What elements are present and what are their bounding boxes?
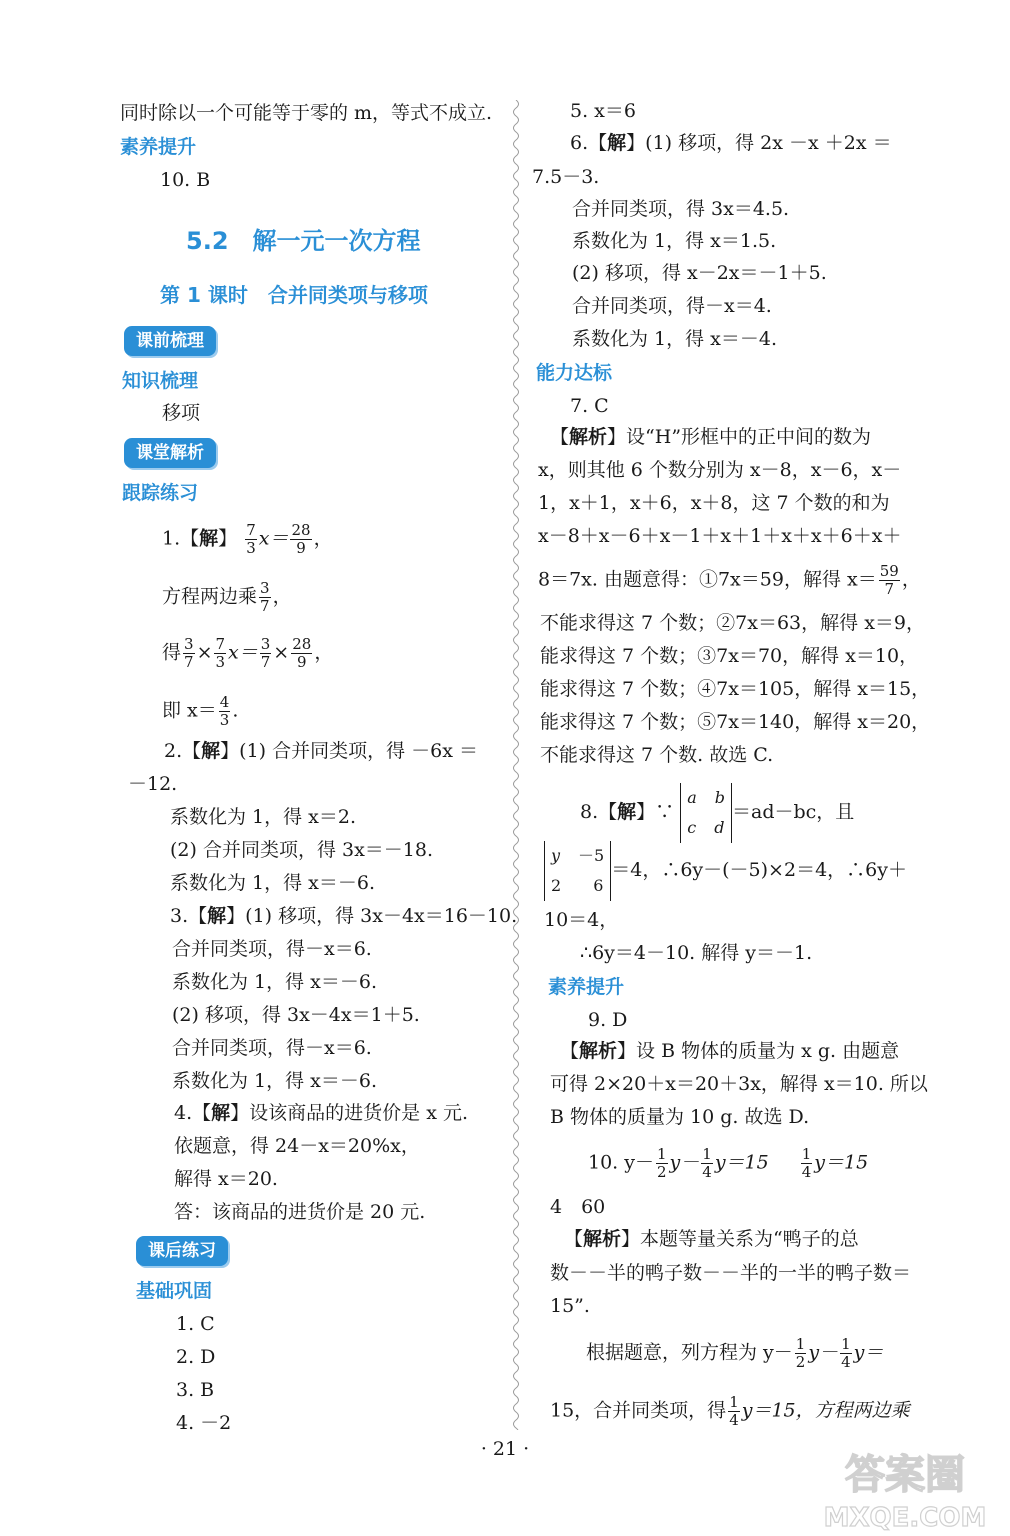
knowledge-answer: 移项 [162,402,201,424]
q2-line3: 系数化为 1，得 x＝2. [170,806,357,828]
basic-answer: 1. C [176,1313,215,1335]
q4-line3: 解得 x＝20. [174,1168,278,1190]
q10-line7: 15，合并同类项，得 $\frac{1}{4}$ y＝15，方程两边乘 [550,1393,910,1429]
q10-line2: 4 60 [550,1196,606,1218]
answer-7: 7. C [570,395,609,417]
heading-tracking: 跟踪练习 [122,482,199,504]
q7-line2: x，则其他 6 个数分别为 x－8，x－6，x－ [538,459,902,481]
q7-line9: 能求得这 7 个数；⑤7x＝140，解得 x＝20， [540,711,931,733]
column-divider [510,100,522,1430]
q7-line4: x－8＋x－6＋x－1＋x＋1＋x＋x＋6＋x＋ [538,525,902,547]
q6-line2: 7.5－3. [532,166,600,188]
q10-line5: 15”. [550,1295,590,1317]
answer-10: 10. B [160,169,211,191]
q2-line4: (2) 合并同类项，得 3x＝－18. [170,839,434,861]
basic-answer: 3. B [176,1379,215,1401]
heading-suyang: 素养提升 [120,136,197,158]
basic-answer: 2. D [176,1346,216,1368]
svg-text:MXQE.COM: MXQE.COM [823,1503,987,1532]
q3-line3: 系数化为 1，得 x＝－6. [172,971,378,993]
q2-line2: －12. [128,773,178,795]
text-line: 同时除以一个可能等于零的 m，等式不成立. [120,102,493,124]
q1-line3: 得 $\frac{3}{7}$ × $\frac{7}{3}$ x＝ $\frac{3}{7}$ × $\frac{28}{9}$ ， [162,635,334,671]
heading-suyang-right: 素养提升 [548,976,625,998]
q3-line5: 合并同类项，得－x＝6. [172,1037,372,1059]
q6-line1: 6.【解】(1) 移项，得 2x －x ＋2x ＝ [570,132,892,154]
q3-line2: 合并同类项，得－x＝6. [172,938,372,960]
q7-line7: 能求得这 7 个数；③7x＝70，解得 x＝10， [540,645,919,667]
jie-tag: 解 [199,527,219,550]
determinant: y －5 2 6 [544,841,611,901]
fraction: $\frac{3}{7}$ [260,579,270,615]
q7-line3: 1，x＋1，x＋6，x＋8，这 7 个数的和为 [538,492,890,514]
answer-9: 9. D [588,1009,628,1031]
q1-line2: 方程两边乘 $\frac{3}{7}$ ， [162,579,292,615]
q3-line1: 3.【解】(1) 移项，得 3x－4x＝16－10. [170,905,518,927]
q9-line2: 可得 2×20＋x＝20＋3x，解得 x＝10. 所以 [550,1073,928,1095]
q6-line6: 合并同类项，得－x＝4. [572,295,772,317]
heading-ability: 能力达标 [536,362,613,384]
q6-line3: 合并同类项，得 3x＝4.5. [572,198,790,220]
q7-line8: 能求得这 7 个数；④7x＝105，解得 x＝15， [540,678,931,700]
q1-label: 1.【 [162,527,200,550]
q1-line4: 即 x＝ $\frac{4}{3}$ . [162,693,239,729]
q8-line2: y －5 2 6 ＝4，∴6y－(－5)×2＝4，∴6y＋ [544,840,907,901]
fraction: $\frac{7}{3}$ [246,521,256,557]
page-number: · 21 · [480,1438,530,1460]
q3-line4: (2) 移项，得 3x－4x＝1＋5. [172,1004,420,1026]
fraction: $\frac{28}{9}$ [291,521,311,557]
q6-line7: 系数化为 1，得 x＝－4. [572,328,778,350]
basic-answer: 4. －2 [176,1412,232,1434]
badge-pre-class: 课前梳理 [124,326,216,356]
q10-line3: 【解析】本题等量关系为“鸭子的总 [564,1228,859,1250]
q2-line5: 系数化为 1，得 x＝－6. [170,872,376,894]
q7-line6: 不能求得这 7 个数；②7x＝63，解得 x＝9， [540,612,925,634]
lesson-title: 第 1 课时 合并同类项与移项 [160,283,428,307]
heading-basic: 基础巩固 [136,1280,213,1302]
badge-after-class: 课后练习 [136,1236,228,1266]
q6-line5: (2) 移项，得 x－2x＝－1＋5. [572,262,827,284]
badge-in-class: 课堂解析 [124,438,216,468]
q4-line4: 答：该商品的进货价是 20 元. [174,1201,426,1223]
q7-line1: 【解析】设“H”形框中的正中间的数为 [550,426,872,448]
q9-line3: B 物体的质量为 10 g. 故选 D. [550,1106,810,1128]
q3-line6: 系数化为 1，得 x＝－6. [172,1070,378,1092]
q1-line1: 1.【解】 $\frac{7}{3}$ x＝ $\frac{28}{9}$ ， [162,521,333,557]
q2-line1: 2.【解】(1) 合并同类项，得 －6x ＝ [164,740,478,762]
heading-knowledge: 知识梳理 [122,370,199,392]
q7-line10: 不能求得这 7 个数. 故选 C. [540,744,774,766]
answer-5: 5. x＝6 [570,100,636,122]
q6-line4: 系数化为 1，得 x＝1.5. [572,230,777,252]
q9-line1: 【解析】设 B 物体的质量为 x g. 由题意 [560,1040,900,1062]
section-title: 5.2 解一元一次方程 [186,227,421,255]
q8-line3: 10＝4， [544,909,619,931]
q8-line1: 8.【解】∵ a b c d ＝ad－bc，且 [580,782,854,843]
q7-line5: 8＝7x. 由题意得：①7x＝59，解得 x＝ $\frac{59}{7}$ ， [538,562,921,598]
q8-line4: ∴6y＝4－10. 解得 y＝－1. [580,942,813,964]
q4-line2: 依题意，得 24－x＝20%x， [174,1135,420,1157]
q10-line1: 10. y－ $\frac{1}{2}$ y－ $\frac{1}{4}$ y＝15 $\frac{1}{4}$ y＝15 [588,1145,869,1181]
q10-line4: 数－－半的鸭子数－－半的一半的鸭子数＝ [550,1262,912,1284]
watermark-logo [810,1442,1000,1532]
q4-line1: 4.【解】设该商品的进货价是 x 元. [174,1102,468,1124]
determinant: a b c d [680,783,732,843]
svg-text:答案圈: 答案圈 [845,1452,965,1498]
q10-line6: 根据题意，列方程为 y－ $\frac{1}{2}$ y－ $\frac{1}{4}$ y＝ [586,1335,884,1371]
